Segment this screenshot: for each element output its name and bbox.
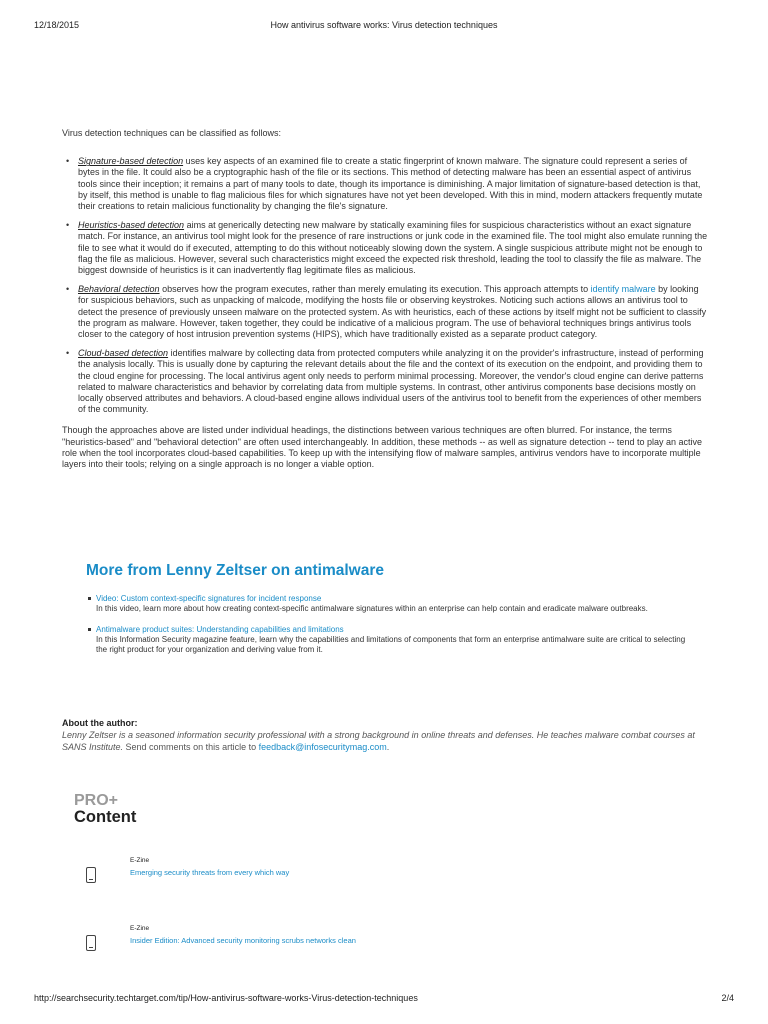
tablet-icon	[86, 935, 96, 951]
author-bio-text: Send comments on this article to	[123, 742, 259, 752]
related-description: In this video, learn more about how creating context-specific antimalware signatures within an enterprise can help contain and eradicate malware outbreaks.	[96, 604, 648, 613]
term-description: identifies malware by collecting data from protected computers while analyzing it on the provider's infrastructure, instead of performing the analysis locally. This is usually done by capturing the relevant details about the file and the context of its execution on the endpoint, and providing them to the cloud engine for processing. The local antivirus agent only needs to perform minimal processing. Moreover, the vendor's cloud engine can derive patterns related to malware characteristics and behavior by correlating data from multiple systems. In contrast, other antivirus components base decisions mostly on locally observed attributes and behaviors. A cloud-based engine allows individual users of the antivirus tool to benefit from the experiences of other members of the community.	[78, 348, 704, 415]
about-author	[62, 717, 712, 753]
print-date: 12/18/2015	[34, 20, 80, 30]
print-url: http://searchsecurity.techtarget.com/tip/How-antivirus-software-works-Virus-detection-techniques	[34, 993, 418, 1003]
list-item	[78, 156, 710, 212]
related-articles	[86, 560, 686, 666]
related-link-suites[interactable]: Antimalware product suites: Understanding capabilities and limitations	[96, 625, 344, 634]
ezine-kind: E-Zine	[130, 857, 150, 864]
ezine-link-emerging-threats[interactable]: Emerging security threats from every which way	[130, 868, 290, 877]
intro-paragraph: Virus detection techniques can be classified as follows:	[62, 128, 281, 138]
term-description: uses key aspects of an examined file to create a static fingerprint of known malware. The signature could represent a series of bytes in the file. It could also be a cryptographic hash of the file or its sections. This method of detecting malware has been an essential aspect of antivirus tools since their inception; it remains a part of many tools to date, though its importance is diminishing. A major limitation of signature-based detection is that, by itself, this method is unable to flag malicious files for which signatures have not yet been developed. With this in mind, modern attackers frequently mutate their creations to retain malicious functionality by changing the file's signature.	[78, 156, 703, 212]
ezine-item	[84, 857, 484, 887]
term-description: observes how the program executes, rather than merely emulating its execution. This approach attempts to	[159, 284, 591, 295]
pro-plus-logo	[74, 792, 136, 826]
term-signature-based: Signature-based detection	[78, 156, 184, 167]
list-item	[78, 284, 710, 340]
summary-paragraph: Though the approaches above are listed under individual headings, the distinctions between various techniques are often blurred. For instance, the terms "heuristics-based" and "behavioral detection" are often used interchangeably. In addition, these methods -- as well as signature detection -- tend to play an active role when the tool incorporates cloud-based capabilities. To keep up with the intensifying flow of malware samples, antivirus vendors have to incorporate multiple layers into their tools; relying on a single approach is no longer a viable option.	[62, 425, 702, 470]
print-page-title: How antivirus software works: Virus detection techniques	[270, 20, 498, 30]
list-item	[96, 625, 686, 655]
related-list	[86, 594, 686, 655]
related-link-video[interactable]: Video: Custom context-specific signatures for incident response	[96, 594, 322, 603]
term-description: aims at generically detecting new malware by statically examining files for suspicious characteristics without an exact signature match. For instance, an antivirus tool might look for the presence of rare instructions or junk code in the examined file. The tool might also emulate running the file to see what it would do if executed, attempting to do this without noticeably slowing down the system. A single suspicious attribute might not be enough to flag the file as malicious. However, several such characteristics might exceed the expected risk threshold, leading the tool to classify the file as malware. The biggest downside of heuristics is it can inadvertently flag legitimate files as malicious.	[78, 220, 708, 276]
author-bio-italic: Lenny Zeltser is a seasoned information security professional with a strong background in online threats and defenses. He teaches malware combat courses at SANS Institute.	[62, 730, 695, 752]
related-description: In this Information Security magazine feature, learn why the capabilities and limitations of components that form an enterprise antimalware suite are critical to selecting the right product for your organization and deriving value from it.	[96, 635, 686, 654]
list-item	[96, 594, 686, 614]
print-header	[34, 20, 734, 34]
technique-list	[62, 156, 710, 415]
term-description: by looking for suspicious behaviors, such as unpacking of malcode, modifying the hosts file or observing keystrokes. Noticing such actions allows an antivirus tool to detect the presence of previously unseen malware on the protected system. As with heuristics, each of these actions by itself might not be sufficient to classify the program as malware. However, taken together, they could be indicative of a malicious program. The use of behavioral techniques brings antivirus tools closer to the category of host intrusion prevention systems (HIPS), which have traditionally existed as a separate product category.	[78, 284, 707, 340]
ezine-item	[84, 925, 484, 955]
list-item	[78, 348, 710, 415]
author-bio	[62, 729, 712, 753]
identify-malware-link[interactable]: identify malware	[590, 284, 656, 295]
ezine-kind: E-Zine	[130, 925, 150, 932]
term-behavioral: Behavioral detection	[78, 284, 160, 295]
list-item	[78, 220, 710, 276]
feedback-email-link[interactable]: feedback@infosecuritymag.com	[258, 742, 387, 752]
article-body	[62, 128, 710, 470]
author-heading: About the author:	[62, 718, 138, 728]
pro-content-label: Content	[74, 808, 137, 826]
author-bio-end: .	[386, 742, 390, 752]
term-cloud-based: Cloud-based detection	[78, 348, 169, 359]
pro-plus-label: PRO+	[74, 792, 119, 809]
ezine-link-insider-edition[interactable]: Insider Edition: Advanced security monitoring scrubs networks clean	[130, 936, 356, 945]
related-heading: More from Lenny Zeltser on antimalware	[86, 562, 385, 579]
page-number: 2/4	[721, 993, 734, 1003]
term-heuristics-based: Heuristics-based detection	[78, 220, 185, 231]
tablet-icon	[86, 867, 96, 883]
